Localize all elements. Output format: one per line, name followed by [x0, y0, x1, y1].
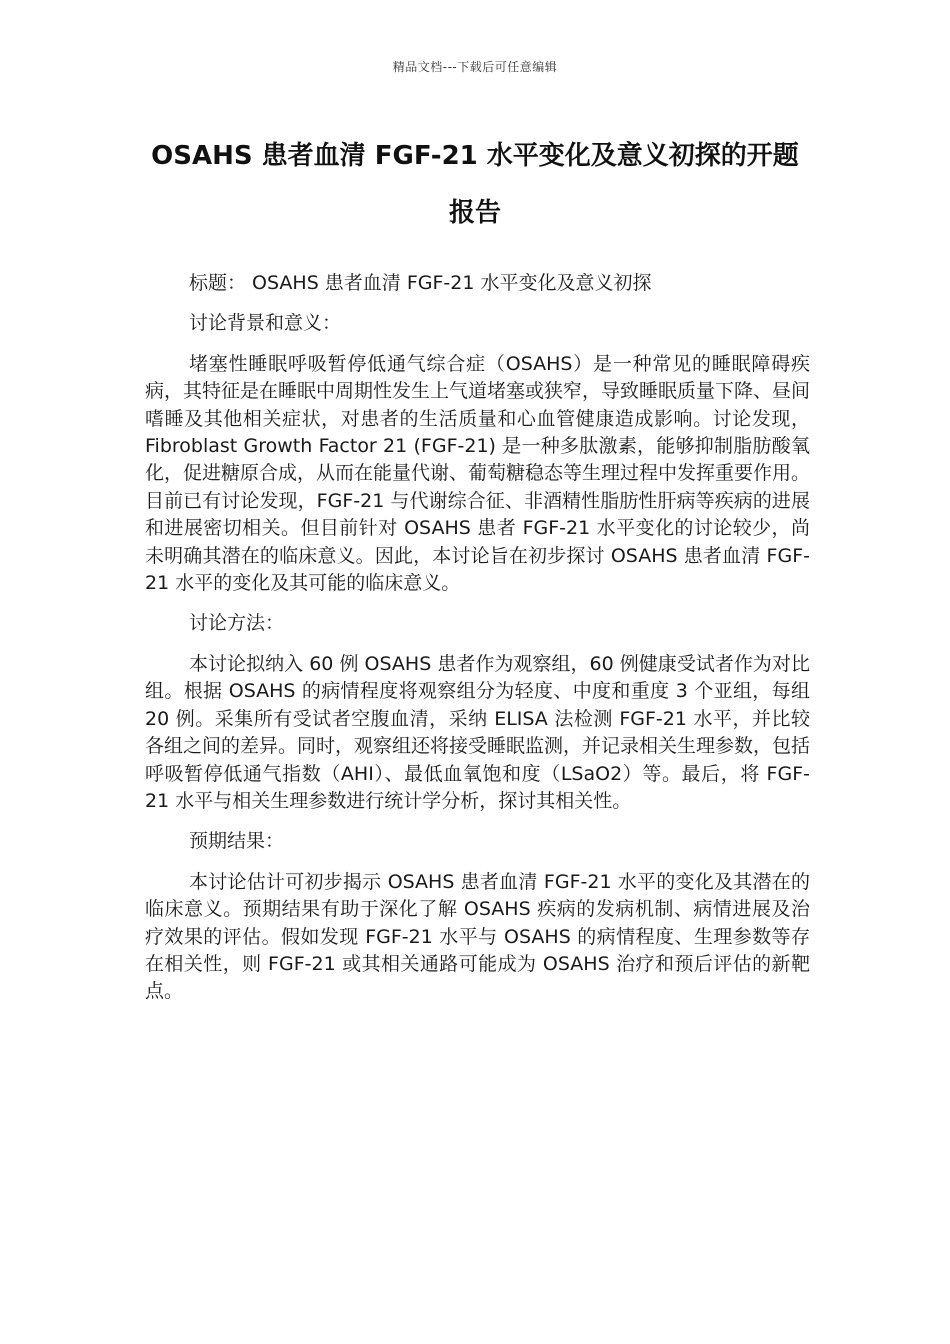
section-label-expected-results: 预期结果： — [189, 830, 285, 853]
document-title: OSAHS 患者血清 FGF-21 水平变化及意义初探的开题报告 — [151, 141, 799, 228]
document-body — [145, 270, 810, 1019]
subject-line: 标题： OSAHS 患者血清 FGF-21 水平变化及意义初探 — [189, 272, 652, 294]
section-paragraph-methods: 本讨论拟纳入 60 例 OSAHS 患者作为观察组，60 例健康受试者作为对比组。根据 OSAHS 的病情程度将观察组分为轻度、中度和重度 3 个亚组，每组 20 例。采集所有受试者空腹血清，采纳 ELISA 法检测 FGF-21 水平，并比较各组之间的差异。同时，观察组还将接受睡眠监测，并记录相关生理参数，包括呼吸暂停低通气指数（AHI）、最低血氧饱和度（LSaO2）等。最后，将 FGF-21 水平与相关生理参数进行统计学分析，探讨其相关性。 — [145, 652, 811, 812]
section-label-methods: 讨论方法： — [189, 612, 285, 635]
header-note: 精品文档---下载后可任意编辑 — [392, 60, 558, 74]
section-paragraph-background: 堵塞性睡眠呼吸暂停低通气综合症（OSAHS）是一种常见的睡眠障碍疾病，其特征是在睡眠中周期性发生上气道堵塞或狭窄，导致睡眠质量下降、昼间嗜睡及其他相关症状，对患者的生活质量和心血管健康造成影响。讨论发现，Fibroblast Growth Factor 21 (FGF-21) 是一种多肽激素，能够抑制脂肪酸氧化，促进糖原合成，从而在能量代谢、葡萄糖稳态等生理过程中发挥重要作用。目前已有讨论发现，FGF-21 与代谢综合征、非酒精性脂肪性肝病等疾病的进展和进展密切相关。但目前针对 OSAHS 患者 FGF-21 水平变化的讨论较少，尚未明确其潜在的临床意义。因此，本讨论旨在初步探讨 OSAHS 患者血清 FGF-21 水平的变化及其可能的临床意义。 — [145, 352, 811, 595]
section-paragraph-expected-results: 本讨论估计可初步揭示 OSAHS 患者血清 FGF-21 水平的变化及其潜在的临床意义。预期结果有助于深化了解 OSAHS 疾病的发病机制、病情进展及治疗效果的评估。假如发现 FGF-21 水平与 OSAHS 的病情程度、生理参数等存在相关性，则 FGF-21 或其相关通路可能成为 OSAHS 治疗和预后评估的新靶点。 — [145, 870, 810, 1003]
section-label-background: 讨论背景和意义： — [189, 312, 342, 335]
